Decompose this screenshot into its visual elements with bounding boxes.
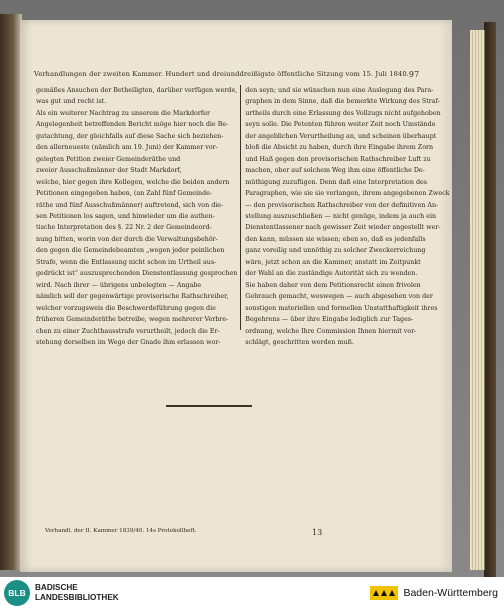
book-cover-right (484, 22, 496, 578)
book-spine-left (0, 14, 22, 570)
page-header (34, 70, 420, 79)
text-line: seyn solle. Die Petenten führen weiter Zeit noch Umstände (245, 121, 436, 129)
text-line: der angeblichen Verurtheilung an, und scheinen überhaupt (245, 132, 437, 140)
text-line: graphen in dem Sinne, daß die bemerkte Wirkung des Straf- (245, 98, 440, 106)
text-line: urtheils durch eine Erlassung des Vollzugs nicht aufgehoben (245, 109, 441, 117)
text-line: zweier Ausschußmänner der Stadt Markdorf, (36, 167, 182, 175)
right-column (245, 85, 450, 346)
text-line: den gegen die Gemeindebeamten „wegen jeder peinlichen (36, 247, 225, 255)
footer-reference: Verhandl. der II. Kammer 1839/40. 14s Protokollheft. (45, 528, 197, 534)
text-line: nung bitten, worin von der durch die Verwaltungsbehör- (36, 235, 218, 243)
text-line: müthigung zuzufügen. Denn daß eine Interpretation des (245, 178, 428, 186)
text-line: wird. Nach ihrer — übrigens unbelegten — Angabe (36, 281, 202, 289)
text-line: chen zu einer Zuchthausstrafe verurtheilt, jedoch die Er- (36, 327, 220, 335)
blb-name-line2: LANDESBIBLIOTHEK (35, 593, 119, 602)
text-line: gutachtung, der gleichfalls auf diese Sache sich beziehen- (36, 132, 224, 140)
text-line: früheren Gemeinderäthe betreibe, wegen mehrerer Verbre- (36, 316, 229, 324)
text-line: bloß die Absicht zu haben, durch ihre Eingabe ihrem Zorn (245, 144, 434, 152)
text-line: sen Petitionen los sagen, und hinwieder um die authen- (36, 212, 215, 220)
text-line: gelegten Petition zweier Gemeinderäthe und (36, 155, 181, 163)
text-line: machen, ober auf solchem Weg ihm eine öffentliche De- (245, 167, 425, 175)
text-line: stehung derselben im Wege der Gnade ihm erlassen wor- (36, 338, 221, 346)
text-line: was gut und recht ist. (36, 98, 107, 106)
text-line: wäre, jetzt schon an die Kammer, anstatt im Zeitpunkt (245, 258, 421, 266)
text-line: der Wahl an die zuständige Autorität sich zu wenden. (245, 270, 418, 278)
text-line: welcher vorzugsweis die Beschwerdeführung gegen die (36, 304, 216, 312)
text-line: Als ein weiterer Nachtrag zu unserem die Markdorfer (36, 109, 211, 117)
body-text (36, 85, 450, 346)
section-divider (166, 405, 252, 407)
text-line: ordnung, welche Ihre Commission Ihnen hiermit vor- (245, 327, 417, 335)
left-column (36, 85, 241, 346)
text-line: Sie haben daher von dem Petitionsrecht einen frivolen (245, 281, 421, 289)
page-number: 97 (408, 70, 420, 79)
blb-mark-icon: BLB (4, 580, 30, 606)
text-line: Petitionen eingegeben haben, (an Zahl fünf Gemeinde- (36, 190, 213, 198)
text-line: Strafe, wenn die Entlassung nicht schon im Urtheil aus- (36, 258, 217, 266)
text-line: gemäßes Ansuchen der Betheiligten, darüber verfügen werde, (36, 87, 238, 94)
blb-name (35, 583, 119, 603)
text-line: schlägt, geschritten werden muß. (245, 338, 354, 346)
text-line: räthe und fünf Ausschußmänner) auftretend, sich von die- (36, 201, 224, 209)
blb-name-line1: BADISCHE (35, 583, 78, 592)
text-line: Begehrens — über ihre Eingabe lediglich zur Tages- (245, 316, 414, 324)
text-line: Gebrauch gemacht, weswegen — auch abgesehen von der (245, 293, 433, 301)
text-line: den kann, müssen sie wissen; eben so, daß es jedenfalls (245, 235, 426, 243)
bw-logo (369, 584, 498, 602)
text-line: ganz voreilig und unnöthig zu solcher Zweckerreichung (245, 247, 426, 255)
text-line: den seyn; und sie wünschen nun eine Auslegung des Para- (245, 87, 434, 94)
bw-name: Baden-Württemberg (403, 587, 498, 599)
text-line: Dienstentlassener nach gewisser Zeit wieder angestellt wer- (245, 224, 441, 232)
text-line: Angelegenheit betreffenden Bericht möge hier noch die Be- (36, 121, 229, 129)
header-title: Verhandlungen der zweiten Kammer. Hundert und dreiunddreißigste öffentliche Sitzung vom 15. Juli 1840. (34, 70, 409, 78)
text-line: sonstigen materiellen und formellen Unstatthaftigkeit ihres (245, 304, 438, 312)
text-line: Paragraphen, wie sie sie verlangen, ihrem angegebenen Zweck (245, 190, 450, 198)
text-line: tische Interpretation des §. 22 Nr. 2 der Gemeindeord- (36, 224, 212, 232)
text-line: — den provisorischen Rathschreiber von der definitiven An- (245, 201, 439, 209)
page-stack-right (470, 30, 484, 570)
logo-bar (0, 577, 504, 609)
bw-lions-icon (369, 584, 399, 602)
footer-signature: 13 (312, 528, 323, 537)
text-line: nämlich soll der gegenwärtige provisorische Rathschreiber, (36, 293, 229, 301)
text-line: gedrückt ist“ auszusprechenden Dienstentlassung gesprochen (36, 270, 238, 278)
text-line: stellung auszuschließen — nicht genüge, indem ja auch ein (245, 212, 437, 220)
blb-logo (4, 580, 119, 606)
text-line: welche, hier gegen ihre Kollegen, welche die beiden andern (36, 178, 230, 186)
text-line: den allerneueste (nämlich am 19. Juni) der Kammer vor- (36, 144, 218, 152)
text-line: und Haß gegen den provisorischen Rathschreiber Luft zu (245, 155, 431, 163)
